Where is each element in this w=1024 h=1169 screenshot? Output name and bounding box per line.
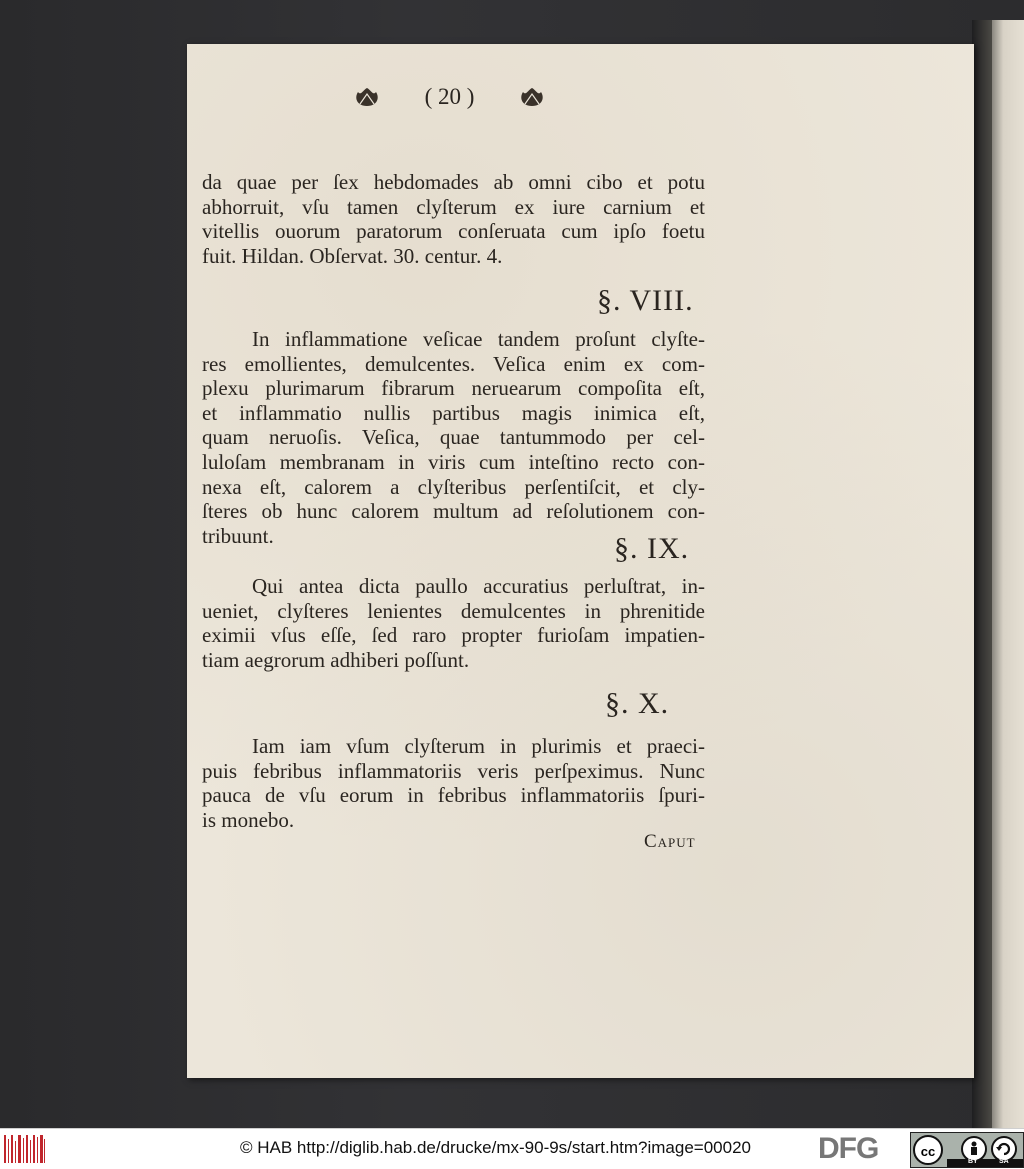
sa-label: SA bbox=[999, 1158, 1009, 1165]
section-heading-ix: §. IX. bbox=[614, 532, 690, 565]
page-number: ( 20 ) bbox=[424, 84, 475, 109]
by-label: BY bbox=[968, 1158, 978, 1165]
barcode-icon bbox=[4, 1135, 46, 1163]
ornament-icon bbox=[352, 86, 382, 108]
text-line: luloſam membranam in viris cum inteſtino recto con- bbox=[202, 449, 705, 474]
dfg-logo: DFG bbox=[818, 1132, 879, 1165]
text-line: Iam iam vſum clyſterum in plurimis et praeci- bbox=[252, 734, 705, 758]
page-header bbox=[352, 82, 547, 112]
paragraph-section-x bbox=[202, 734, 705, 832]
text-line: is monebo. bbox=[202, 807, 295, 832]
text-line: pauca de vſu eorum in febribus inflammatoriis ſpuri- bbox=[202, 783, 705, 808]
text-line: ueniet, clyſteres lenientes demulcentes in phrenitide bbox=[202, 598, 705, 623]
ornament-icon bbox=[517, 86, 547, 108]
text-line: In inflammatione veſicae tandem proſunt clyſte- bbox=[252, 327, 705, 351]
text-line: nexa eſt, calorem a clyſteribus perſentiſcit, et cly- bbox=[202, 474, 705, 499]
facing-page-edge bbox=[972, 20, 1024, 1128]
text-line: ſteres ob hunc calorem multum ad reſolutionem con- bbox=[202, 499, 705, 524]
viewer-footer bbox=[0, 1128, 1024, 1169]
text-line: tiam aegrorum adhiberi poſſunt. bbox=[202, 647, 470, 672]
paragraph-section-viii bbox=[202, 327, 705, 548]
text-line: fuit. Hildan. Obſervat. 30. centur. 4. bbox=[202, 243, 503, 268]
section-heading-x: §. X. bbox=[605, 687, 670, 720]
catchword: Caput bbox=[644, 831, 696, 852]
paragraph-section-ix bbox=[202, 574, 705, 672]
text-line: eximii vſus eſſe, ſed raro propter furioſam impatien- bbox=[202, 623, 705, 648]
text-line: quam neruoſis. Veſica, quae tantummodo per cel- bbox=[202, 425, 705, 450]
text-line: da quae per ſex hebdomades ab omni cibo et potu bbox=[202, 170, 705, 194]
section-heading-viii: §. VIII. bbox=[597, 284, 694, 317]
text-line: et inflammatio nullis partibus magis inimica eſt, bbox=[202, 400, 705, 425]
text-line: abhorruit, vſu tamen clyſterum ex iure carnium et bbox=[202, 194, 705, 219]
text-line: res emollientes, demulcentes. Veſica enim ex com- bbox=[202, 351, 705, 376]
text-line: tribuunt. bbox=[202, 523, 274, 548]
license-badge[interactable] bbox=[910, 1132, 1024, 1168]
text-line: Qui antea dicta paullo accuratius perluſtrat, in- bbox=[252, 574, 705, 598]
text-line: vitellis ouorum paratorum conſeruata cum ipſo foetu bbox=[202, 219, 705, 244]
text-line: plexu plurimarum fibrarum neruearum compoſita eſt, bbox=[202, 376, 705, 401]
cc-icon: cc bbox=[913, 1135, 943, 1165]
paragraph-continued bbox=[202, 170, 705, 268]
source-link[interactable]: © HAB http://diglib.hab.de/drucke/mx-90-9s/start.htm?image=00020 bbox=[240, 1138, 751, 1157]
text-line: puis febribus inflammatoriis veris perſpeximus. Nunc bbox=[202, 758, 705, 783]
